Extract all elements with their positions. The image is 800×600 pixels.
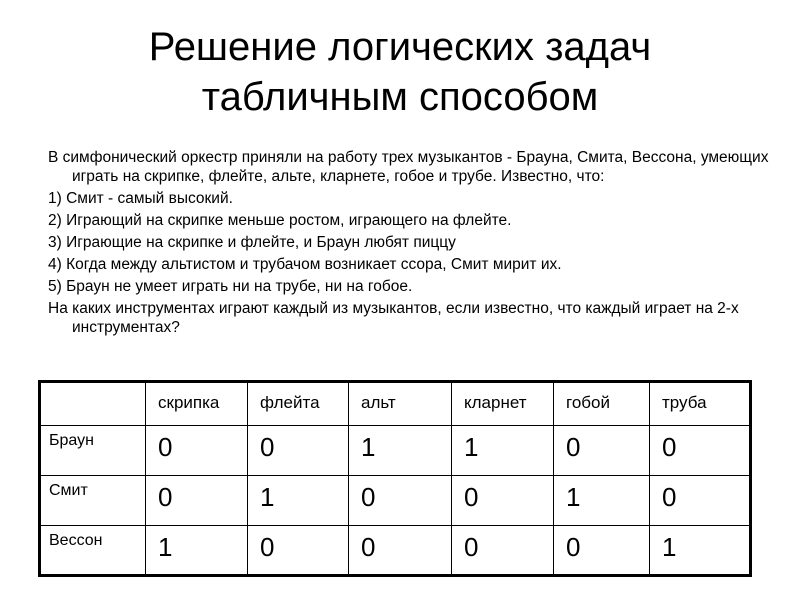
problem-question: На каких инструментах играют каждый из музыкантов, если известно, что каждый играет на 2-х инструментах? [48,300,739,336]
table-cell: 0 [146,476,248,526]
column-header: гобой [554,382,650,426]
slide-title-line-2: табличным способом [201,75,599,119]
condition-1: 1) Смит - самый высокий. [48,190,233,207]
column-header: альт [349,382,452,426]
condition-2: 2) Играющий на скрипке меньше ростом, играющего на флейте. [48,212,512,229]
table-cell: 1 [349,426,452,476]
table-row [40,426,751,476]
column-header: флейта [248,382,349,426]
table-cell: 0 [650,476,751,526]
table-cell: 1 [452,426,554,476]
row-label: Вессон [40,526,146,576]
table-cell: 1 [248,476,349,526]
column-header: труба [650,382,751,426]
column-header: кларнет [452,382,554,426]
table-cell: 0 [146,426,248,476]
condition-3: 3) Играющие на скрипке и флейте, и Браун любят пиццу [48,234,456,251]
column-header: скрипка [146,382,248,426]
slide-title-line-1: Решение логических задач [148,25,652,69]
problem-intro: В симфонический оркестр приняли на работу трех музыкантов - Брауна, Смита, Вессона, умеющих играть на скрипке, флейте, альте, кларнете, гобое и трубе. Известно, что: [48,149,769,185]
table-cell: 0 [452,476,554,526]
table-cell: 0 [554,526,650,576]
solution-table [38,380,752,577]
table-cell: 1 [554,476,650,526]
row-label: Смит [40,476,146,526]
table-cell: 0 [248,426,349,476]
slide-title [0,22,800,122]
table-cell: 1 [650,526,751,576]
table-row [40,476,751,526]
row-label: Браун [40,426,146,476]
table-corner-cell [40,382,146,426]
table-cell: 0 [248,526,349,576]
table-row [40,526,751,576]
condition-4: 4) Когда между альтистом и трубачом возникает ссора, Смит мирит их. [48,256,562,273]
problem-text [48,148,788,340]
table-cell: 0 [650,426,751,476]
table-cell: 0 [554,426,650,476]
table-cell: 0 [349,476,452,526]
condition-5: 5) Браун не умеет играть ни на трубе, ни на гобое. [48,278,413,295]
table-cell: 0 [349,526,452,576]
table-cell: 0 [452,526,554,576]
solution-table-wrapper [38,380,752,577]
table-cell: 1 [146,526,248,576]
table-header-row [40,382,751,426]
